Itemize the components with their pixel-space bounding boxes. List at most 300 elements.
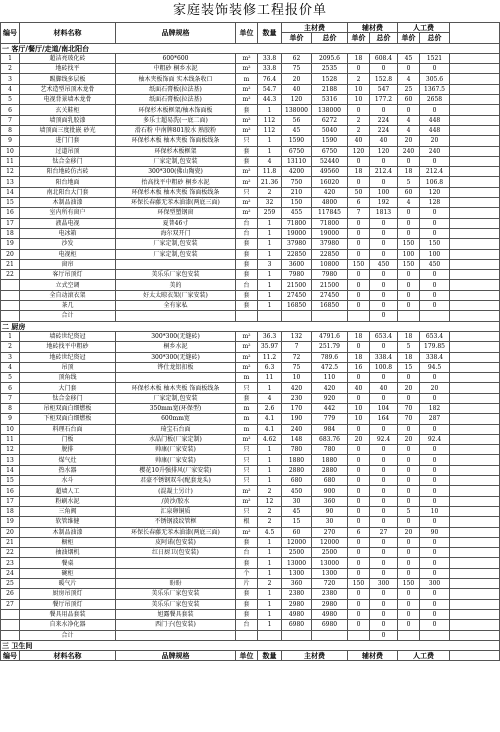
row-no: 24 — [1, 568, 20, 578]
main-total: 442 — [312, 403, 348, 413]
labor-total: 240 — [420, 146, 450, 156]
table-row — [1, 115, 500, 125]
brand-spec: 环保杉木板框架 — [116, 146, 236, 156]
labor-total: 0 — [420, 620, 450, 630]
quantity: 1 — [258, 445, 282, 455]
quantity: 1 — [258, 249, 282, 259]
main-total: 920 — [312, 393, 348, 403]
main-total: 900 — [312, 486, 348, 496]
aux-unit-price: 6 — [348, 198, 370, 208]
labor-unit-price: 0 — [398, 609, 420, 619]
aux-total: 0 — [370, 568, 398, 578]
extra — [450, 342, 500, 352]
quantity: 2 — [258, 486, 282, 496]
material-name: 自来水净化器 — [20, 620, 116, 630]
labor-unit-price: 150 — [398, 259, 420, 269]
material-name: 软管维健 — [20, 517, 116, 527]
aux-total: 1813 — [370, 208, 398, 218]
labor-total: 182 — [420, 403, 450, 413]
aux-unit-price — [348, 630, 370, 640]
quantity: 259 — [258, 208, 282, 218]
footer-brand-header: 品牌规格 — [116, 651, 236, 661]
unit: 台 — [236, 218, 258, 228]
material-name: 窗帘 — [20, 259, 116, 269]
row-no: 1 — [1, 331, 20, 341]
row-no — [1, 290, 20, 300]
labor-unit-price: 18 — [398, 167, 420, 177]
aux-unit-price: 20 — [348, 434, 370, 444]
table-row — [1, 218, 500, 228]
material-name: 地砖找平 — [20, 64, 116, 74]
main-unit-price: 20 — [282, 74, 312, 84]
main-unit-price: 360 — [282, 579, 312, 589]
aux-unit-price: 0 — [348, 517, 370, 527]
unit: m² — [236, 342, 258, 352]
aux-unit-price: 0 — [348, 445, 370, 455]
aux-unit-price: 120 — [348, 146, 370, 156]
row-no: 19 — [1, 517, 20, 527]
brand-spec — [116, 558, 236, 568]
table-row — [1, 167, 500, 177]
material-name: 餐厅吊顶灯 — [20, 599, 116, 609]
quantity: 1 — [258, 105, 282, 115]
table-row — [1, 362, 500, 372]
row-no: 13 — [1, 455, 20, 465]
aux-total: 0 — [370, 506, 398, 516]
labor-total: 92.4 — [420, 434, 450, 444]
extra — [450, 290, 500, 300]
material-name: 抽油烟机 — [20, 548, 116, 558]
quantity: 1 — [258, 228, 282, 238]
brand-spec: 环保杉木板框架/柚木饰面板 — [116, 105, 236, 115]
material-name: 超墙人工 — [20, 486, 116, 496]
unit: 只 — [236, 383, 258, 393]
unit-price-header: 单价 — [398, 33, 420, 43]
labor-unit-price: 0 — [398, 548, 420, 558]
extra — [450, 373, 500, 383]
table-row — [1, 424, 500, 434]
main-total: 2380 — [312, 589, 348, 599]
row-no: 18 — [1, 228, 20, 238]
labor-total: 0 — [420, 455, 450, 465]
extra — [450, 177, 500, 187]
main-unit-price: 2500 — [282, 548, 312, 558]
brand-spec: 旭露餐具套装 — [116, 609, 236, 619]
main-total: 1528 — [312, 74, 348, 84]
main-unit-price: 10 — [282, 373, 312, 383]
labor-unit-price: 0 — [398, 589, 420, 599]
brand-spec: 美乐乐厂家包安装 — [116, 589, 236, 599]
brand-spec: 帅康(厂家安装) — [116, 445, 236, 455]
brand-spec: 300*300(佛山陶瓷) — [116, 167, 236, 177]
aux-total: 0 — [370, 342, 398, 352]
extra — [450, 537, 500, 547]
table-row — [1, 373, 500, 383]
main-unit-price: 4200 — [282, 167, 312, 177]
aux-total: 0 — [370, 156, 398, 166]
aux-total: 0 — [370, 548, 398, 558]
labor-total: 287 — [420, 414, 450, 424]
unit: m² — [236, 84, 258, 94]
brand-spec: 君豪不锈钢双斗(配套龙头) — [116, 476, 236, 486]
material-name: 煤气灶 — [20, 455, 116, 465]
extra — [450, 270, 500, 280]
main-unit-price: 680 — [282, 476, 312, 486]
extra — [450, 95, 500, 105]
section-title: 二 厨房 — [1, 321, 500, 331]
extra — [450, 476, 500, 486]
main-total: 472.5 — [312, 362, 348, 372]
labor-unit-price: 0 — [398, 517, 420, 527]
extra — [450, 506, 500, 516]
footer-unit-header: 单位 — [236, 651, 258, 661]
main-total: 2500 — [312, 548, 348, 558]
extra — [450, 167, 500, 177]
material-name: 墙砖世纪资冠 — [20, 331, 116, 341]
main-unit-price: 230 — [282, 393, 312, 403]
brand-spec: 柚木夹板饰面 实木线条收口 — [116, 74, 236, 84]
main-total: 5040 — [312, 125, 348, 135]
aux-unit-price: 0 — [348, 239, 370, 249]
main-total: 37980 — [312, 239, 348, 249]
labor-total — [420, 630, 450, 640]
main-total: 30 — [312, 517, 348, 527]
material-name: 餐具用品套装 — [20, 609, 116, 619]
labor-unit-price: 15 — [398, 362, 420, 372]
table-row — [1, 64, 500, 74]
main-unit-price: 7980 — [282, 270, 312, 280]
labor-unit-price: 0 — [398, 599, 420, 609]
brand-spec — [116, 568, 236, 578]
table-row — [1, 259, 500, 269]
labor-unit-price: 5 — [398, 506, 420, 516]
aux-total: 0 — [370, 177, 398, 187]
main-unit-price: 2380 — [282, 589, 312, 599]
extra — [450, 136, 500, 146]
main-unit-price: 1880 — [282, 455, 312, 465]
row-no: 5 — [1, 95, 20, 105]
table-row — [1, 74, 500, 84]
main-unit-price: 27450 — [282, 290, 312, 300]
main-unit-price: 150 — [282, 198, 312, 208]
aux-total: 0 — [370, 239, 398, 249]
quantity: 6.3 — [258, 362, 282, 372]
material-name: 碗柜 — [20, 568, 116, 578]
labor-total: 450 — [420, 259, 450, 269]
quantity: 4 — [258, 156, 282, 166]
main-total: 5316 — [312, 95, 348, 105]
main-unit-price: 13110 — [282, 156, 312, 166]
extra — [450, 311, 500, 321]
labor-unit-price — [398, 630, 420, 640]
main-unit-price: 2980 — [282, 599, 312, 609]
labor-unit-price: 5 — [398, 177, 420, 187]
aux-total: 224 — [370, 125, 398, 135]
table-row — [1, 239, 500, 249]
main-total: 2980 — [312, 599, 348, 609]
quotation-table — [0, 22, 500, 661]
material-name: 玄关鞋柜 — [20, 105, 116, 115]
aux-total: 338.4 — [370, 352, 398, 362]
labor-unit-price: 0 — [398, 228, 420, 238]
labor-total: 10 — [420, 506, 450, 516]
aux-unit-price: 10 — [348, 84, 370, 94]
main-unit-price: 75 — [282, 362, 312, 372]
aux-total: 0 — [370, 517, 398, 527]
unit: m² — [236, 331, 258, 341]
table-row — [1, 506, 500, 516]
labor-unit-price: 0 — [398, 558, 420, 568]
material-name: 墙顶面乳胶漆 — [20, 115, 116, 125]
table-row — [1, 434, 500, 444]
row-no: 22 — [1, 270, 20, 280]
row-no: 10 — [1, 424, 20, 434]
aux-unit-price: 0 — [348, 506, 370, 516]
labor-unit-price: 0 — [398, 280, 420, 290]
material-name: 木制品油漆 — [20, 527, 116, 537]
main-total: 16020 — [312, 177, 348, 187]
row-no: 15 — [1, 476, 20, 486]
material-name: 阳台地砖仿古砖 — [20, 167, 116, 177]
aux-unit-price: 0 — [348, 218, 370, 228]
table-row — [1, 198, 500, 208]
labor-unit-price: 0 — [398, 105, 420, 115]
aux-unit-price: 0 — [348, 455, 370, 465]
col-main-header: 主材费 — [282, 23, 348, 33]
labor-unit-price: 4 — [398, 198, 420, 208]
aux-total: 0 — [370, 620, 398, 630]
material-name: 电视背景墙木龙骨 — [20, 95, 116, 105]
main-total: 984 — [312, 424, 348, 434]
extra — [450, 331, 500, 341]
brand-spec: 海尔双开门 — [116, 228, 236, 238]
unit — [236, 630, 258, 640]
table-row — [1, 208, 500, 218]
quantity: 1 — [258, 599, 282, 609]
main-total: 4791.6 — [312, 331, 348, 341]
labor-unit-price: 18 — [398, 331, 420, 341]
aux-unit-price: 0 — [348, 558, 370, 568]
labor-total: 0 — [420, 568, 450, 578]
labor-unit-price: 4 — [398, 115, 420, 125]
labor-total: 0 — [420, 156, 450, 166]
material-name: 阳台地面 — [20, 177, 116, 187]
main-total: 10800 — [312, 259, 348, 269]
labor-unit-price: 20 — [398, 434, 420, 444]
extra — [450, 434, 500, 444]
brand-spec: 铧仕龙铝扣板 — [116, 362, 236, 372]
row-no: 3 — [1, 352, 20, 362]
aux-total: 40 — [370, 136, 398, 146]
main-total: 71800 — [312, 218, 348, 228]
main-unit-price: 62 — [282, 53, 312, 63]
unit: 台 — [236, 228, 258, 238]
labor-total: 120 — [420, 187, 450, 197]
brand-spec: 桐乡水泥 — [116, 342, 236, 352]
labor-unit-price: 0 — [398, 455, 420, 465]
unit: 套 — [236, 599, 258, 609]
labor-unit-price: 0 — [398, 465, 420, 475]
labor-unit-price: 0 — [398, 373, 420, 383]
labor-unit-price: 0 — [398, 568, 420, 578]
labor-unit-price: 240 — [398, 146, 420, 156]
extra — [450, 64, 500, 74]
table-row — [1, 403, 500, 413]
brand-spec: 美乐乐厂家包安装 — [116, 599, 236, 609]
unit: 套 — [236, 301, 258, 311]
aux-total: 104 — [370, 403, 398, 413]
brand-spec: 汇泉卵铜质 — [116, 506, 236, 516]
unit: 只 — [236, 465, 258, 475]
aux-unit-price: 0 — [348, 270, 370, 280]
extra — [450, 74, 500, 84]
table-row — [1, 620, 500, 630]
header-row — [1, 23, 500, 33]
extra — [450, 362, 500, 372]
labor-total: 338.4 — [420, 352, 450, 362]
table-row — [1, 301, 500, 311]
labor-unit-price: 20 — [398, 527, 420, 537]
material-name: 液晶电视 — [20, 218, 116, 228]
quantity: 1 — [258, 301, 282, 311]
main-unit-price — [282, 311, 312, 321]
footer-extra-header — [450, 651, 500, 661]
unit: m² — [236, 167, 258, 177]
main-total: 1880 — [312, 455, 348, 465]
aux-total: 177.2 — [370, 95, 398, 105]
brand-spec: 好太太晾衣架(厂家安装) — [116, 290, 236, 300]
main-total: 420 — [312, 383, 348, 393]
unit: m² — [236, 208, 258, 218]
brand-spec: 600mm宽 — [116, 414, 236, 424]
labor-total: 0 — [420, 486, 450, 496]
labor-total: 0 — [420, 496, 450, 506]
main-total — [312, 630, 348, 640]
labor-total: 0 — [420, 301, 450, 311]
labor-total: 0 — [420, 64, 450, 74]
main-total: 683.76 — [312, 434, 348, 444]
unit: 套 — [236, 249, 258, 259]
extra — [450, 414, 500, 424]
aux-unit-price: 0 — [348, 609, 370, 619]
quantity: 11 — [258, 373, 282, 383]
unit: m² — [236, 362, 258, 372]
labor-total: 448 — [420, 115, 450, 125]
row-no: 22 — [1, 548, 20, 558]
labor-total: 653.4 — [420, 331, 450, 341]
aux-unit-price: 0 — [348, 589, 370, 599]
extra — [450, 424, 500, 434]
table-row — [1, 630, 500, 640]
brand-spec: 厂家定制,包安装 — [116, 393, 236, 403]
material-name: 全自动滚衣架 — [20, 290, 116, 300]
brand-spec: 盼盼 — [116, 579, 236, 589]
quantity: 1 — [258, 537, 282, 547]
aux-unit-price: 0 — [348, 290, 370, 300]
table-row — [1, 95, 500, 105]
row-no: 20 — [1, 527, 20, 537]
table-row — [1, 455, 500, 465]
quantity: 1 — [258, 270, 282, 280]
aux-total: 0 — [370, 599, 398, 609]
aux-total: 0 — [370, 496, 398, 506]
table-row — [1, 146, 500, 156]
row-no: 9 — [1, 136, 20, 146]
main-unit-price: 750 — [282, 177, 312, 187]
labor-unit-price: 150 — [398, 239, 420, 249]
aux-unit-price: 7 — [348, 208, 370, 218]
labor-unit-price: 25 — [398, 84, 420, 94]
main-unit-price: 7 — [282, 342, 312, 352]
main-unit-price: 780 — [282, 445, 312, 455]
main-total: 779 — [312, 414, 348, 424]
aux-total: 0 — [370, 373, 398, 383]
material-name: 钛合金移门 — [20, 156, 116, 166]
unit: m — [236, 424, 258, 434]
main-total: 1590 — [312, 136, 348, 146]
quantity: 4.62 — [258, 434, 282, 444]
brand-spec: 不锈钢波纹管框 — [116, 517, 236, 527]
main-unit-price: 71800 — [282, 218, 312, 228]
quantity: 2.6 — [258, 403, 282, 413]
material-name: 大门套 — [20, 383, 116, 393]
extra — [450, 393, 500, 403]
section-header — [1, 321, 500, 331]
table-row — [1, 548, 500, 558]
unit: 个 — [236, 568, 258, 578]
row-no: 23 — [1, 558, 20, 568]
aux-total: 0 — [370, 424, 398, 434]
extra — [450, 558, 500, 568]
table-row — [1, 568, 500, 578]
material-name: 地砖世纪资冠 — [20, 352, 116, 362]
table-row — [1, 156, 500, 166]
extra — [450, 105, 500, 115]
extra — [450, 84, 500, 94]
col-labor-header: 人工费 — [398, 23, 450, 33]
extra — [450, 465, 500, 475]
labor-total: 2658 — [420, 95, 450, 105]
labor-total: 94.5 — [420, 362, 450, 372]
aux-unit-price: 18 — [348, 331, 370, 341]
row-no — [1, 301, 20, 311]
main-total: 680 — [312, 476, 348, 486]
labor-unit-price: 4 — [398, 125, 420, 135]
labor-total: 448 — [420, 125, 450, 135]
section-title: 三 卫生间 — [1, 640, 500, 650]
extra — [450, 589, 500, 599]
labor-unit-price: 0 — [398, 424, 420, 434]
row-no: 5 — [1, 373, 20, 383]
main-total: 420 — [312, 187, 348, 197]
extra — [450, 208, 500, 218]
aux-unit-price: 0 — [348, 476, 370, 486]
labor-total: 0 — [420, 393, 450, 403]
extra — [450, 445, 500, 455]
extra — [450, 352, 500, 362]
extra — [450, 527, 500, 537]
aux-total: 92.4 — [370, 434, 398, 444]
unit: 台 — [236, 280, 258, 290]
main-total: 110 — [312, 373, 348, 383]
aux-unit-price: 0 — [348, 228, 370, 238]
main-unit-price: 148 — [282, 434, 312, 444]
extra — [450, 218, 500, 228]
labor-total: 1521 — [420, 53, 450, 63]
brand-spec: 红日厨卫(包安装) — [116, 548, 236, 558]
quantity: 1 — [258, 609, 282, 619]
labor-unit-price: 45 — [398, 53, 420, 63]
